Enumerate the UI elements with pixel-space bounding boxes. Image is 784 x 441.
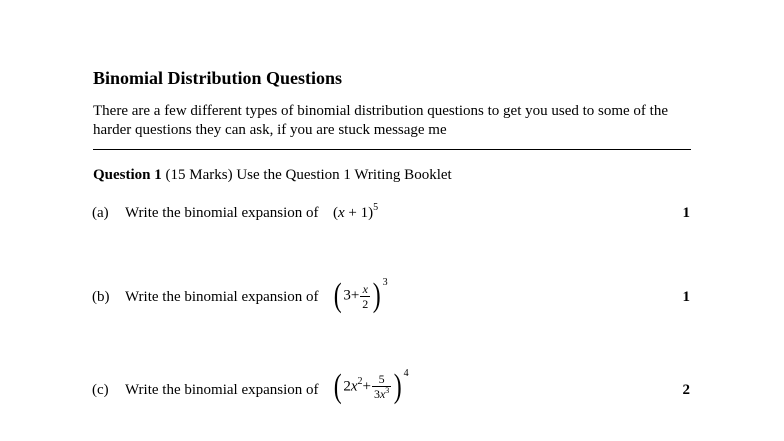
variable-x: x xyxy=(350,378,358,395)
close-paren: ) xyxy=(372,277,381,314)
denominator-exponent: 3 xyxy=(385,385,390,395)
close-paren: ) xyxy=(368,205,374,221)
question-details: (15 Marks) Use the Question 1 Writing Booklet xyxy=(165,167,452,183)
fraction xyxy=(372,372,391,403)
constant: 1 xyxy=(360,205,369,221)
divider xyxy=(93,149,691,150)
expression-a xyxy=(333,202,379,222)
open-paren: ( xyxy=(333,277,342,314)
intro-paragraph: There are a few different types of binomial distribution questions to get you used to some of the harder questions they can ask, if you are stuck message me xyxy=(93,103,669,138)
expression-c xyxy=(332,370,409,404)
part-label: (c) xyxy=(92,382,109,398)
numerator: x xyxy=(362,281,368,296)
part-label: (a) xyxy=(92,205,109,221)
denominator: 2 xyxy=(362,296,369,311)
part-text: Write the binomial expansion of xyxy=(125,382,319,398)
open-paren: ( xyxy=(333,368,342,405)
part-text: Write the binomial expansion of xyxy=(125,289,319,305)
denominator xyxy=(372,386,391,403)
denominator-coefficient: 3 xyxy=(373,386,380,401)
question-heading xyxy=(93,167,452,184)
numerator: 5 xyxy=(378,371,385,386)
expression-b xyxy=(332,279,388,313)
part-marks: 1 xyxy=(682,205,690,221)
part-marks: 1 xyxy=(682,289,690,305)
question-number: Question 1 xyxy=(93,167,162,183)
exponent: 3 xyxy=(382,277,388,289)
plus-sign: + xyxy=(348,205,357,221)
variable-exponent: 2 xyxy=(357,375,363,387)
part-label: (b) xyxy=(92,289,110,305)
exponent: 4 xyxy=(403,368,409,380)
variable-x: x xyxy=(338,205,345,221)
part-marks: 2 xyxy=(682,382,690,398)
part-text: Write the binomial expansion of xyxy=(125,205,319,221)
plus-sign: + xyxy=(350,287,360,304)
page-title: Binomial Distribution Questions xyxy=(93,68,343,88)
plus-sign: + xyxy=(362,378,371,395)
coefficient: 2 xyxy=(343,378,351,395)
fraction xyxy=(360,282,370,311)
exponent: 5 xyxy=(373,202,379,213)
denominator-variable: x xyxy=(379,386,386,401)
close-paren: ) xyxy=(393,368,402,405)
constant: 3 xyxy=(343,287,351,304)
open-paren: ( xyxy=(333,205,338,221)
